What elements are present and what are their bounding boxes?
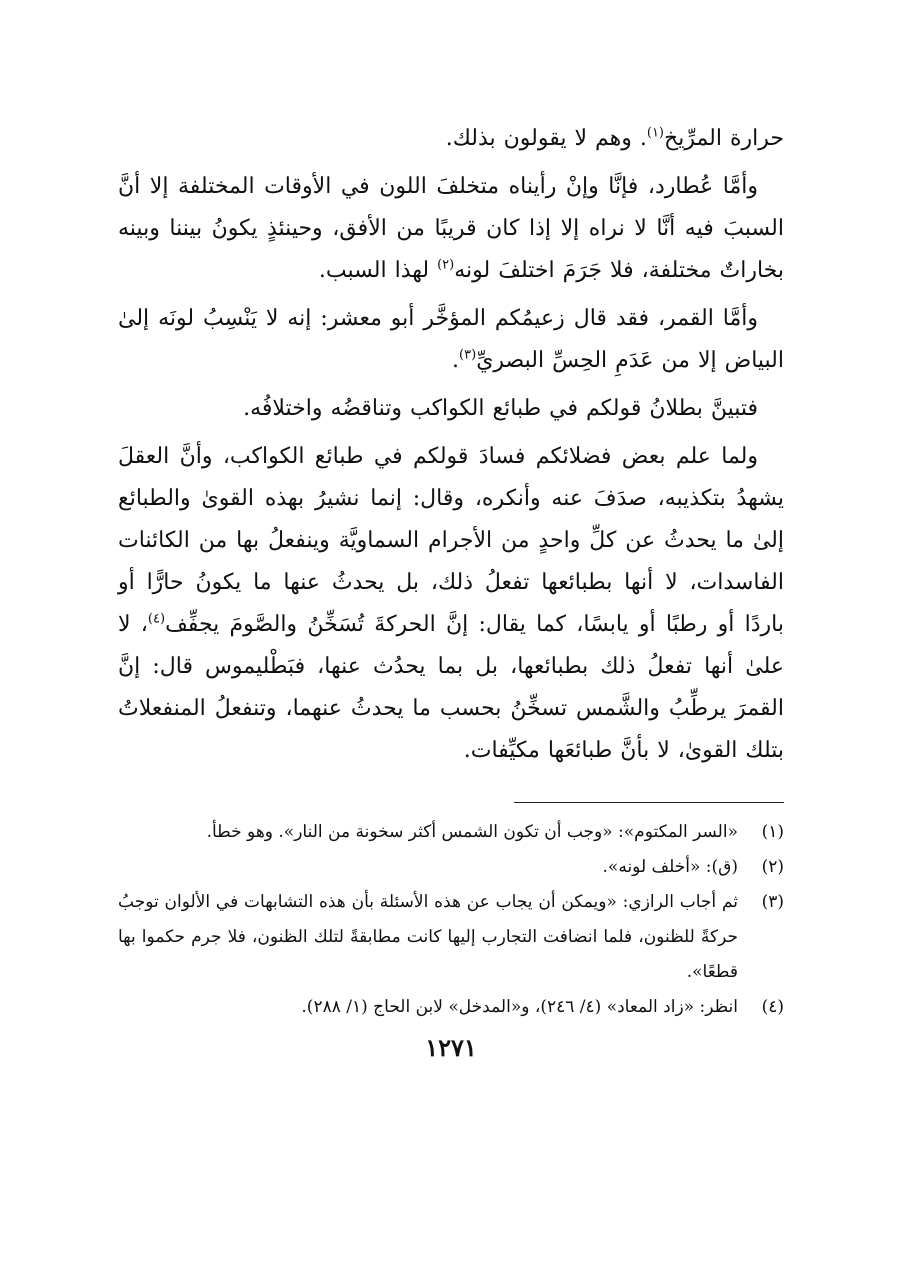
footnote (118, 815, 784, 850)
paragraph-text: حرارة المرِّيخ (664, 126, 784, 151)
footnote-ref[interactable]: (١) (646, 125, 664, 141)
paragraph-text: . (452, 348, 460, 373)
footnote-text: ثم أجاب الرازي: «ويمكن أن يجاب عن هذه الأسئلة بأن هذه التشابهات في الألوان توجبُ حركةً للظنون، فلما انضافت التجارب إليها كانت مطابقةً لتلك الظنون، فلا جرم حكموا بها قطعًا». (118, 892, 738, 982)
footnote-ref[interactable]: (٣) (459, 347, 477, 363)
paragraph-text: . وهم لا يقولون بذلك. (445, 126, 647, 151)
main-text (118, 118, 784, 772)
footnote-text: (ق): «أخلف لونه». (602, 857, 738, 877)
footnote-text: «السر المكتوم»: «وجب أن تكون الشمس أكثر سخونة من النار». وهو خطأ. (206, 822, 738, 842)
paragraph (118, 298, 784, 382)
footnote-number: (٢) (761, 857, 784, 877)
footnote (118, 850, 784, 885)
paragraph (118, 118, 784, 160)
paragraph (118, 436, 784, 772)
footnote-text: انظر: «زاد المعاد» (٤/ ٢٤٦)، و«المدخل» لابن الحاج (١/ ٢٨٨). (301, 997, 738, 1017)
footnote-number: (٣) (761, 892, 784, 912)
footnote-number: (٤) (761, 997, 784, 1017)
paragraph-text: ، لا علىٰ أنها تفعلُ ذلك بطبائعها، بل بما يحدُث عنها، فبَطْليموس قال: إنَّ القمرَ يرطِّبُ والشَّمس تسخِّنُ بحسب ما يحدثُ عنهما، وتنفعلُ المنفعلاتُ بتلك القوىٰ، لا بأنَّ طبائعَها مكيِّفات. (118, 612, 784, 763)
paragraph-text: لهذا السبب. (318, 258, 438, 283)
paragraph (118, 166, 784, 292)
footnote-ref[interactable]: (٢) (437, 257, 455, 273)
footnote (118, 990, 784, 1025)
paragraph (118, 388, 784, 430)
footnotes (118, 815, 784, 1025)
footnote-number: (١) (761, 822, 784, 842)
paragraph-text: وأمَّا القمر، فقد قال زعيمُكم المؤخَّر أبو معشر: إنه لا يَنْسِبُ لونَه إلىٰ البياض إلا من عَدَمِ الحِسِّ البصريِّ (118, 306, 784, 373)
footnote (118, 885, 784, 990)
footnote-ref[interactable]: (٤) (147, 611, 166, 627)
page (118, 118, 784, 1218)
footnote-divider (514, 802, 784, 803)
paragraph-text: ولما علم بعض فضلائكم فسادَ قولكم في طبائع الكواكب، وأنَّ العقلَ يشهدُ بتكذيبه، صدَفَ عنه وأنكره، وقال: إنما نشيرُ بهذه القوىٰ والطبائع إلىٰ ما يحدثُ عن كلِّ واحدٍ من الأجرام السماويَّة وينفعلُ بها من الكائنات الفاسدات، لا أنها بطبائعها تفعلُ ذلك، بل يحدثُ عنها ما يكونُ حارًّا أو باردًا أو رطبًا أو يابسًا، كما يقال: إنَّ الحركةَ تُسَخِّنُ والصَّومَ يجفِّف (118, 444, 785, 637)
paragraph-text: فتبينَّ بطلانُ قولكم في طبائع الكواكب وتناقضُه واختلافُه. (243, 396, 758, 421)
page-number: ١٢٧١ (425, 1033, 477, 1062)
paragraph-text: وأمَّا عُطارد، فإنَّا وإنْ رأيناه متخلفَ اللون في الأوقات المختلفة إلا أنَّ السببَ فيه أنَّا لا نراه إلا إذا كان قريبًا من الأفق، وحينئذٍ يكونُ بيننا وبينه بخاراتٌ مختلفة، فلا جَرَمَ اختلفَ لونه (118, 174, 784, 283)
